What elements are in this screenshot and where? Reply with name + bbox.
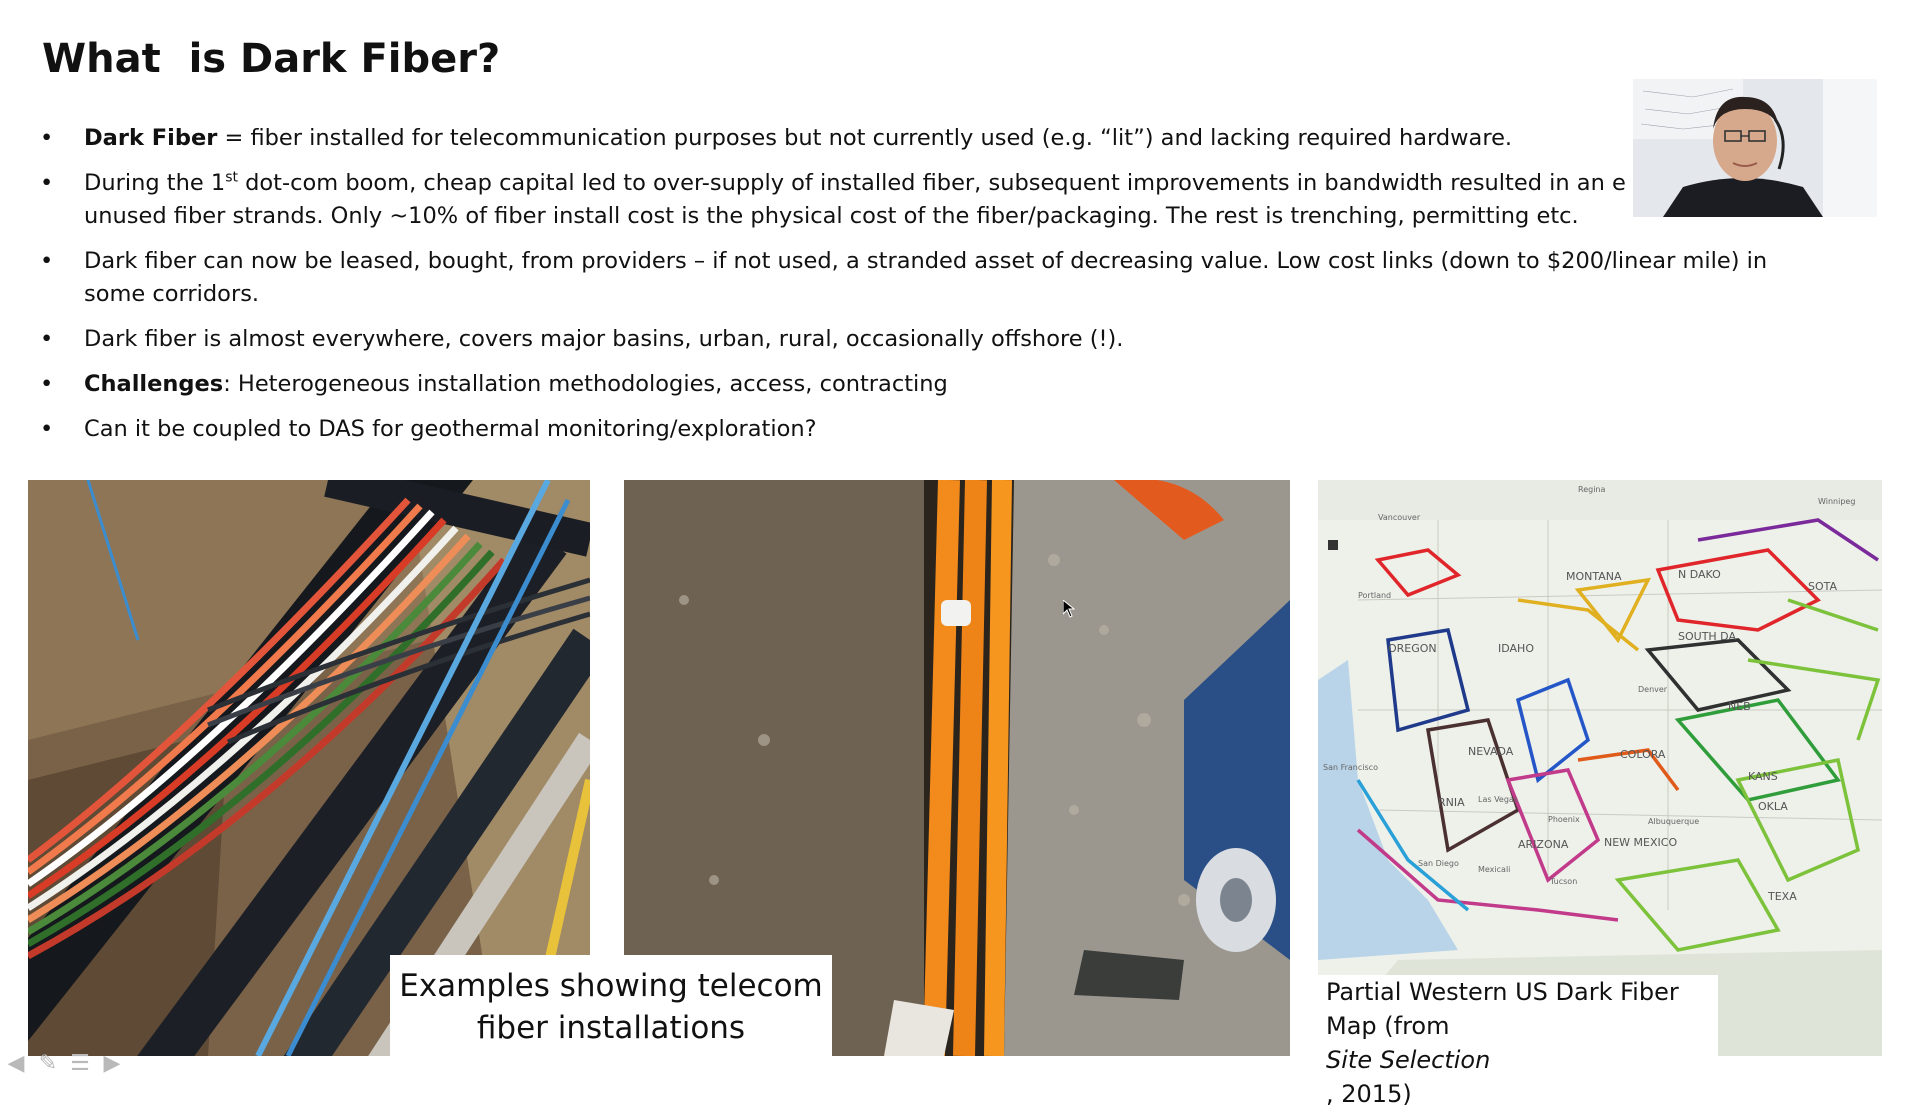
bullet-marker: • bbox=[40, 371, 54, 397]
bullet-text: Can it be coupled to DAS for geothermal monitoring/exploration? bbox=[84, 416, 817, 442]
bullet-text: During the 1 bbox=[84, 170, 226, 196]
bullet-list bbox=[40, 122, 1800, 458]
map-caption-source: Site Selection bbox=[1326, 1046, 1491, 1074]
presenter-webcam bbox=[1633, 79, 1877, 217]
map-control-icon bbox=[1328, 540, 1338, 550]
map-city-label: Las Vegas bbox=[1478, 795, 1518, 804]
map-caption-line bbox=[1326, 1009, 1718, 1111]
bullet-text: some corridors. bbox=[84, 281, 260, 307]
bullet-item bbox=[40, 368, 1800, 401]
map-city-label: Mexicali bbox=[1478, 865, 1511, 874]
map-city-label: San Francisco bbox=[1323, 763, 1378, 772]
mouse-cursor-icon bbox=[1063, 600, 1075, 618]
map-label: OREGON bbox=[1388, 642, 1437, 655]
map-label: MONTANA bbox=[1566, 570, 1622, 583]
bullet-text: Dark fiber can now be leased, bought, from providers – if not used, a stranded asset of decreasing value. Low cost links (down to $200/linear mile) in bbox=[84, 248, 1768, 274]
presenter-video bbox=[1633, 79, 1877, 217]
menu-icon[interactable]: ☰ bbox=[70, 1050, 90, 1076]
map-city-label: Portland bbox=[1358, 591, 1392, 600]
map-city-label: San Diego bbox=[1418, 859, 1459, 868]
photo-caption-line: fiber installations bbox=[476, 1010, 746, 1046]
bullet-marker: • bbox=[40, 326, 54, 352]
bullet-text: : Heterogeneous installation methodologies, access, contracting bbox=[223, 371, 948, 397]
slide-title: What is Dark Fiber? bbox=[42, 36, 501, 82]
prev-slide-icon[interactable]: ◀ bbox=[7, 1050, 25, 1076]
map-label: N DAKO bbox=[1678, 568, 1721, 581]
bullet-text: = fiber installed for telecommunication purposes but not currently used (e.g. “lit”) and lacking required hardware. bbox=[217, 125, 1513, 151]
map-caption-line: Partial Western US Dark Fiber bbox=[1326, 978, 1679, 1006]
photo-caption-line: Examples showing telecom bbox=[399, 968, 823, 1004]
bullet-term: Dark Fiber bbox=[84, 125, 218, 151]
map-label: TEXA bbox=[1768, 890, 1797, 903]
bullet-marker: • bbox=[40, 170, 54, 196]
map-label: KANS bbox=[1748, 770, 1778, 783]
map-city-label: Phoenix bbox=[1548, 815, 1580, 824]
map-caption-prefix: Map (from bbox=[1326, 1012, 1450, 1040]
bullet-item bbox=[40, 122, 1800, 155]
map-city-label: Albuquerque bbox=[1648, 817, 1700, 826]
next-slide-icon[interactable]: ▶ bbox=[103, 1050, 121, 1076]
map-label: SOTA bbox=[1808, 580, 1838, 593]
map-city-label: Denver bbox=[1638, 685, 1668, 694]
bullet-marker: • bbox=[40, 248, 54, 274]
map-label: RNIA bbox=[1438, 796, 1465, 809]
map-city-label: Winnipeg bbox=[1818, 497, 1856, 506]
map-label: NEVADA bbox=[1468, 745, 1514, 758]
map-illustration bbox=[1318, 480, 1882, 1056]
photo-caption bbox=[390, 955, 832, 1056]
pen-icon[interactable]: ✎ bbox=[38, 1050, 58, 1076]
map-label: NEB bbox=[1728, 700, 1751, 713]
bullet-text: dot-com boom, cheap capital led to over-supply of installed fiber, subsequent improvements in bandwidth resulted in an e bbox=[237, 170, 1626, 196]
map-label: NEW MEXICO bbox=[1604, 836, 1678, 849]
bullet-text: unused fiber strands. Only ~10% of fiber install cost is the physical cost of the fiber/packaging. The rest is trenching, permitting etc. bbox=[84, 203, 1579, 229]
bullet-item bbox=[40, 245, 1800, 311]
bullet-text: Dark fiber is almost everywhere, covers major basins, urban, rural, occasionally offshore (!). bbox=[84, 326, 1124, 352]
bullet-term: Challenges bbox=[84, 371, 224, 397]
map-label: IDAHO bbox=[1498, 642, 1534, 655]
dark-fiber-map bbox=[1318, 480, 1882, 1056]
slide-navigation bbox=[2, 1050, 126, 1076]
map-city-label: Tucson bbox=[1550, 877, 1578, 886]
map-label: SOUTH DA bbox=[1678, 630, 1736, 643]
map-city-label: Vancouver bbox=[1378, 513, 1421, 522]
map-city-label: Regina bbox=[1578, 485, 1606, 494]
bullet-item bbox=[40, 413, 1800, 446]
map-label: OKLA bbox=[1758, 800, 1788, 813]
bullet-item bbox=[40, 323, 1800, 356]
map-caption-suffix: , 2015) bbox=[1326, 1080, 1412, 1108]
map-label: ARIZONA bbox=[1518, 838, 1569, 851]
bullet-superscript: st bbox=[225, 169, 238, 186]
map-caption bbox=[1318, 975, 1718, 1108]
bullet-item bbox=[40, 167, 1800, 233]
map-label: COLORA bbox=[1620, 748, 1666, 761]
bullet-marker: • bbox=[40, 125, 54, 151]
bullet-marker: • bbox=[40, 416, 54, 442]
